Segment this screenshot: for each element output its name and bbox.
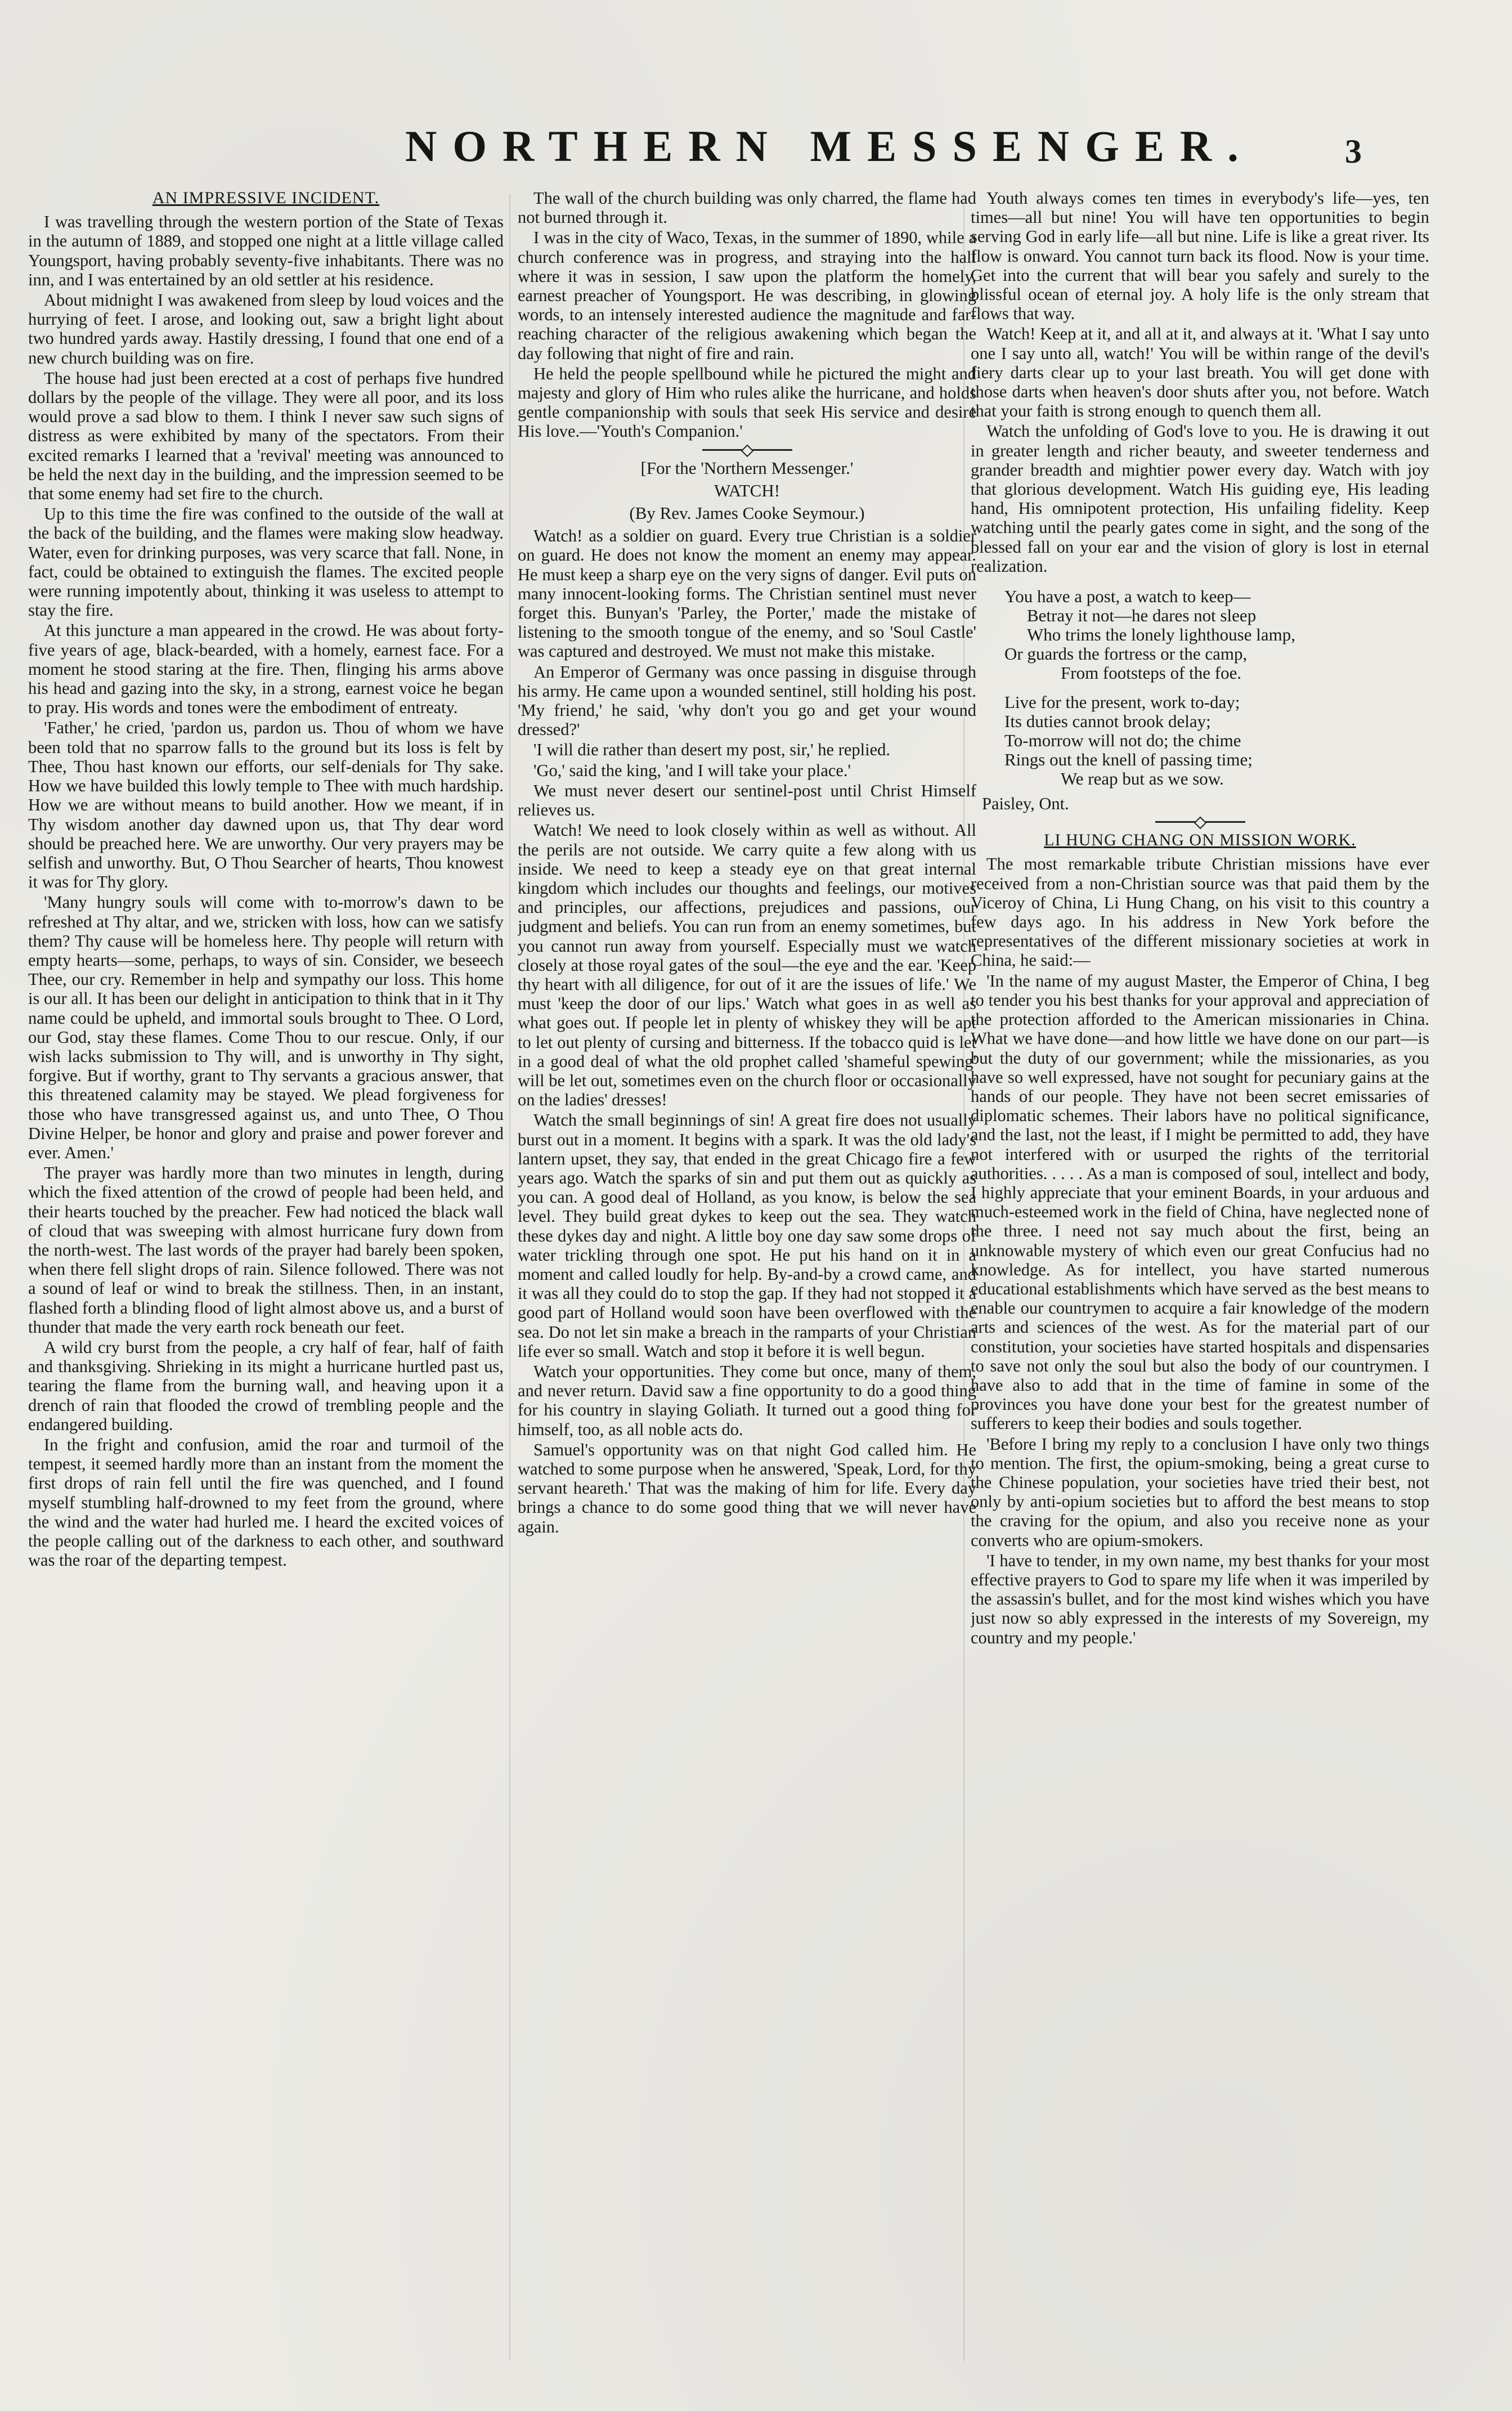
article-paragraph: An Emperor of Germany was once passing in disguise through his army. He came upon a wounded sentinel, still holding his post. 'My friend,' he said, 'why don't you go and get your wound dressed?': [518, 662, 976, 740]
article-paragraph: The prayer was hardly more than two minutes in length, during which the fixed attention of the crowd of people had been held, and their hearts touched by the preacher. Few had noticed the black wall of cloud that was sweeping with almost hurricane fury down from the north-west. The last words of the prayer had barely been spoken, when there fell slight drops of rain. Silence followed. There was not a sound of leaf or wind to break the stillness. Then, in an instant, flashed forth a blinding flood of light almost above us, and a burst of thunder that made the very earth rock beneath our feet.: [28, 1163, 504, 1337]
page-number: 3: [1345, 133, 1362, 170]
column-divider: [509, 194, 510, 2361]
poem-line: To-morrow will not do; the chime: [1004, 731, 1241, 751]
column-divider: [963, 194, 964, 2361]
article-paragraph: At this juncture a man appeared in the crowd. He was about forty-five years of age, black-bearded, with a homely, earnest face. For a moment he stood staring at the fire. Then, flinging his arms above his head and gazing into the sky, in a strong, earnest voice he began to pray. His words and tones were the embodiment of entreaty.: [28, 621, 504, 718]
article-paragraph: 'I have to tender, in my own name, my best thanks for your most effective prayers to God to spare my life when it was imperiled by the assassin's bullet, and for the most kind wishes which you have just now so ably expressed in the interests of my Sovereign, my country and my people.': [971, 1550, 1429, 1647]
article-paragraph: Up to this time the fire was confined to the outside of the wall at the back of the building, and the flames were making slow headway. Water, even for drinking purposes, was very scarce that fall. None, in fact, could be obtained to extinguish the flames. The excited people were running impotently about, thinking it was useless to attempt to stay the fire.: [28, 504, 504, 620]
article-paragraph: Samuel's opportunity was on that night God called him. He watched to some purpose when he answered, 'Speak, Lord, for thy servant heareth.' That was the making of him for life. Every day brings a chance to do some good thing that we will never have again.: [518, 1440, 976, 1536]
masthead: [0, 121, 1512, 183]
poem-line: We reap but as we sow.: [1061, 769, 1224, 789]
poem-line: From footsteps of the foe.: [1061, 663, 1242, 683]
article-paragraph: The house had just been erected at a cost of perhaps five hundred dollars by the people of the village. They were all poor, and its loss would prove a sad blow to them. I think I never saw such signs of distress as were exhibited by many of the spectators. From their excited remarks I learned that a 'revival' meeting was announced to be held the next day in the building, and the impression seemed to be that some enemy had set fire to the church.: [28, 368, 504, 504]
section-divider: [1155, 821, 1245, 823]
article-paragraph: I was travelling through the western portion of the State of Texas in the autumn of 1889, and stopped one night at a little village called Youngsport, having probably seventy-five inhabitants. There was no inn, and I was entertained by an old settler at his residence.: [28, 212, 504, 289]
author-location: Paisley, Ont.: [982, 794, 1069, 814]
article-paragraph: Watch! as a soldier on guard. Every true Christian is a soldier on guard. He does not know the moment an enemy may appear. He must keep a sharp eye on the very signs of danger. Evil puts on many innocent-looking forms. The Christian sentinel must never forget this. Bunyan's 'Parley, the Porter,' made the mistake of listening to the smooth tongue of the enemy, and so 'Soul Castle' was captured and destroyed. We must not make this mistake.: [518, 526, 976, 661]
poem-line: You have a post, a watch to keep—: [1004, 586, 1251, 607]
article-paragraph: The wall of the church building was only charred, the flame had not burned through it.: [518, 189, 976, 227]
article-heading-li-hung-chang: LI HUNG CHANG ON MISSION WORK.: [1044, 831, 1356, 850]
article-paragraph: I was in the city of Waco, Texas, in the summer of 1890, while a church conference was in progress, and straying into the hall where it was in session, I saw upon the platform the homely, earnest preacher of Youngsport. He was describing, in glowing words, to an intensely interested audience the magnitude and far-reaching character of the religious awakening which began the day following that night of fire and rain.: [518, 228, 976, 363]
article-paragraph: About midnight I was awakened from sleep by loud voices and the hurrying of feet. I arose, and looking out, saw a bright light about two hundred yards away. Hastily dressing, I found that one end of a new church building was on fire.: [28, 290, 504, 368]
article-paragraph: Watch the small beginnings of sin! A great fire does not usually burst out in a moment. It begins with a spark. It was the old lady's lantern upset, they say, that ended in the great Chicago fire a few years ago. Watch the sparks of sin and put them out as quickly as you can. A good deal of Holland, as you know, is below the sea level. They build great dykes to keep out the sea. They watch these dykes day and night. A little boy one day saw some drops of water trickling through one spot. He put his hand on it in a moment and called loudly for help. By-and-by a crowd came, and it was all they could do to stop the gap. If they had not stopped it a good part of Holland would soon have been overflowed with the sea. Do not let sin make a breach in the ramparts of your Christian life ever so small. Watch and stop it before it is well begun.: [518, 1110, 976, 1361]
article-paragraph: We must never desert our sentinel-post until Christ Himself relieves us.: [518, 781, 976, 820]
article-paragraph: 'I will die rather than desert my post, sir,' he replied.: [533, 740, 890, 760]
poem-line: Or guards the fortress or the camp,: [1004, 644, 1248, 664]
article-paragraph: 'Many hungry souls will come with to-morrow's dawn to be refreshed at Thy altar, and we, stricken with loss, how can we satisfy them? Thy cause will be homeless here. Thy people will return with empty hearts—some, perhaps, to ways of sin. Consider, we beseech Thee, our cry. Remember in help and sympathy our loss. This home is our all. It has been our delight in anticipation to think that in it Thy name could be upheld, and immortal souls brought to Thee. O Lord, our God, stay these flames. Come Thou to our rescue. Only, if our wish lacks submission to Thy will, and is unworthy in Thy sight, forgive. But if worthy, grant to Thy servants a gracious answer, that this threatened calamity may be stayed. We plead forgiveness for those who have transgressed against us, and unto Thee, O Thou Divine Helper, be honor and glory and praise and power forever and ever. Amen.': [28, 893, 504, 1162]
section-divider: [702, 449, 792, 451]
poem: [1004, 587, 1429, 788]
poem-line: Betray it not—he dares not sleep: [1027, 606, 1257, 626]
article-heading-impressive-incident: AN IMPRESSIVE INCIDENT.: [152, 189, 380, 207]
article-byline: (By Rev. James Cooke Seymour.): [629, 503, 865, 523]
article-paragraph: 'In the name of my august Master, the Emperor of China, I beg to tender you his best thanks for your approval and appreciation of the protection afforded to the American missionaries in China. What we have done—and how little we have done on our part—is but the duty of our government; while the missionaries, as you have so well expressed, have not sought for pecuniary gains at the hands of our people. They have not been secret emissaries of diplomatic schemes. Their labors have no political significance, and the last, not the least, if I might be permitted to add, they have not interfered with or usurped the rights of the territorial authorities. . . . . As a man is composed of soul, intellect and body, I highly appreciate that your eminent Boards, in your arduous and much-esteemed work in the field of China, have neglected none of the three. I need not say much about the first, being an unknowable mystery of which even our great Confucius had no knowledge. As for intellect, you have started numerous educational establishments which have served as the best means to enable our countrymen to acquire a fair knowledge of the modern arts and sciences of the west. As for the material part of our constitution, your societies have started hospitals and dispensaries to save not only the soul but also the body of our countrymen. I have also to add that in the time of famine in some of the provinces you have done your best for the greatest number of sufferers to keep their bodies and souls together.: [971, 971, 1429, 1433]
column-1: [28, 189, 504, 2383]
article-paragraph: The most remarkable tribute Christian missions have ever received from a non-Christian source was that paid them by the Viceroy of China, Li Hung Chang, on his visit to this country a few days ago. In his address in New York before the representatives of the different missionary societies at work in China, he said:—: [971, 854, 1429, 970]
article-paragraph: Watch your opportunities. They come but once, many of them, and never return. David saw a fine opportunity to do a good thing for his country in slaying Goliath. It turned out a good thing for himself, too, as all noble acts do.: [518, 1361, 976, 1439]
poem-line: Live for the present, work to-day;: [1004, 692, 1240, 712]
article-paragraph: Watch! We need to look closely within as well as without. All the perils are not outside. We carry quite a few along with us inside. We need to keep a steady eye on that great internal kingdom which includes our thoughts and feelings, our motives and principles, our affections, prejudices and passions, our judgment and beliefs. You can run from an enemy sometimes, but you cannot run away from yourself. Especially must we watch closely at those royal gates of the soul—the eye and the ear. 'Keep thy heart with all diligence, for out of it are the issues of life.' We must 'keep the door of our lips.' Watch what goes in as well as what goes out. If people let in plenty of whiskey they will be apt to let out plenty of cursing and bitterness. If the tobacco quid is let in a good deal of what the old prophet called 'shameful spewing' will be let out, sometimes even on the church floor or occasionally on the ladies' dresses!: [518, 821, 976, 1110]
poem-line: Who trims the lonely lighthouse lamp,: [1027, 625, 1295, 645]
article-paragraph: A wild cry burst from the people, a cry half of fear, half of faith and thanksgiving. Shrieking in its might a hurricane hurtled past us, tearing the flame from the burning wall, and heaving upon it a drench of rain that flooded the crowd of trembling people and the endangered building.: [28, 1337, 504, 1434]
article-paragraph: 'Father,' he cried, 'pardon us, pardon us. Thou of whom we have been told that no sparrow falls to the ground but its loss is felt by Thee, Thou hast known our efforts, our self-denials for Thy sake. How we have builded this lowly temple to Thee with much hardship. How we are without means to build another. How we meant, if in Thy wisdom another day dawned upon us, that Thy dear word should be preached here. We are unworthy. Our very prayers may be selfish and unworthy. But, O Thou Searcher of hearts, Thou knowest it was for Thy glory.: [28, 718, 504, 892]
article-paragraph: Youth always comes ten times in everybody's life—yes, ten times—all but nine! You will have ten opportunities to begin serving God in early life—all but nine. Life is like a great river. Its flow is onward. You cannot turn back its flood. Now is your time. Get into the current that will bear you safely and surely to the blissful ocean of eternal joy. A holy life is the only stream that flows that way.: [971, 189, 1429, 324]
article-source-note: [For the 'Northern Messenger.': [640, 458, 854, 478]
column-3: [971, 189, 1429, 2383]
article-paragraph: Watch the unfolding of God's love to you. He is drawing it out in greater length and richer beauty, and sweeter tenderness and grander breadth and mightier power every day. Watch with joy that glorious development. Watch His guiding eye, His leading hand, His omnipotent protection, His unfailing fidelity. Keep watching until the pearly gates come in sight, and the song of the blessed fall on your ear and the vision of glory is lost in eternal realization.: [971, 422, 1429, 576]
article-paragraph: 'Go,' said the king, 'and I will take your place.': [533, 760, 851, 780]
newspaper-title: NORTHERN MESSENGER.: [405, 122, 1254, 171]
article-paragraph: 'Before I bring my reply to a conclusion I have only two things to mention. The first, the opium-smoking, being a great curse to the Chinese population, your societies have tried their best, not only by anti-opium societies but to afford the best means to stop the craving for the opium, and also you receive none as your converts who are opium-smokers.: [971, 1434, 1429, 1550]
article-paragraph: He held the people spellbound while he pictured the might and majesty and glory of Him who rules alike the hurricane, and holds gentle companionship with souls that seek His service and desire His love.—'Youth's Companion.': [518, 364, 976, 441]
article-paragraph: Watch! Keep at it, and all at it, and always at it. 'What I say unto one I say unto all, watch!' You will be within range of the devil's fiery darts clear up to your last breath. You will get done with those darts when heaven's door shuts after you, not before. Watch that your faith is strong enough to quench them all.: [971, 324, 1429, 421]
article-paragraph: In the fright and confusion, amid the roar and turmoil of the tempest, it seemed hardly more than an instant from the moment the first drops of rain fell until the fire was quenched, and I found myself stumbling half-drowned to my feet from the ground, where the wind and the water had hurled me. I heard the excited voices of the people calling out of the darkness to each other, and southward was the roar of the departing tempest.: [28, 1435, 504, 1570]
article-heading-watch: WATCH!: [714, 480, 780, 500]
column-2: [518, 189, 976, 2383]
poem-line: Its duties cannot brook delay;: [1004, 711, 1211, 732]
poem-line: Rings out the knell of passing time;: [1004, 750, 1253, 770]
